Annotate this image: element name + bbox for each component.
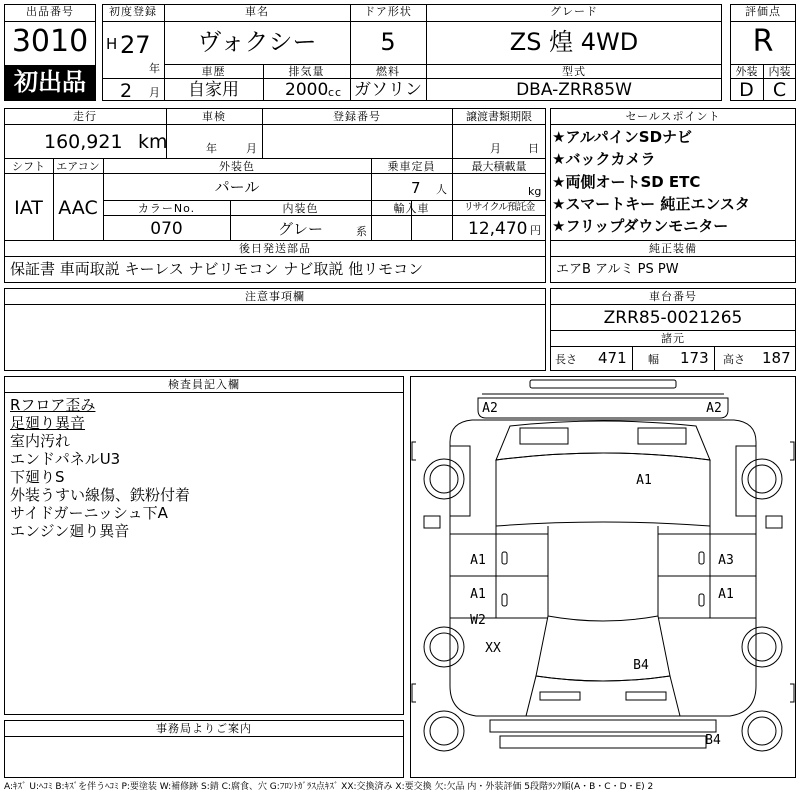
damage-code-front-left: A2 <box>482 400 498 416</box>
damage-code-rear-bumper: B4 <box>705 732 721 748</box>
ext-color: パール <box>214 178 260 196</box>
mileage: 160,921 <box>44 131 123 153</box>
car-name-label: 車名 <box>245 5 269 18</box>
damage-code-right-front-door: A3 <box>718 552 734 568</box>
shift-label: シフト <box>12 160 45 173</box>
equipment: エアB アルミ PS PW <box>556 262 679 277</box>
recycle-unit: 円 <box>530 224 542 237</box>
fuel: ガソリン <box>354 80 422 100</box>
width-label: 幅 <box>648 353 660 366</box>
exterior-grade: D <box>739 79 754 101</box>
model-label: 型式 <box>562 65 586 78</box>
inspector-line-2: 足廻り異音 <box>10 414 86 432</box>
inspector-line-3: 室内汚れ <box>10 432 71 450</box>
displacement-unit: cc <box>328 86 343 99</box>
int-color: グレー <box>277 220 323 238</box>
score: R <box>752 24 774 59</box>
interior-label: 内装 <box>768 65 791 78</box>
car-diagram-svg <box>410 376 796 778</box>
equipment-label: 純正装備 <box>649 242 697 255</box>
first-reg-label: 初度登録 <box>109 5 157 18</box>
displacement: 2000 <box>285 80 329 100</box>
damage-code-left-front-door: A1 <box>470 552 486 568</box>
max-load-label: 最大積載量 <box>471 160 527 173</box>
office-label: 事務局よりご案内 <box>156 722 252 735</box>
inspector-line-4: エンドパネルU3 <box>10 450 121 468</box>
chassis-label: 車台番号 <box>649 290 697 303</box>
first-reg-month: 2 <box>120 80 133 102</box>
inspector-line-5: 下廻りS <box>10 468 65 486</box>
selling-points-label: セールスポイント <box>625 110 721 123</box>
inspection-year-unit: 年 <box>206 142 218 155</box>
selling-point-4: ★スマートキー 純正エンスタ <box>552 195 750 213</box>
door-label: ドア形状 <box>364 5 412 18</box>
transfer-month-unit: 月 <box>490 142 502 155</box>
height: 187 <box>762 349 791 367</box>
month-unit: 月 <box>149 86 161 99</box>
inspector-line-8: エンジン廻り異音 <box>10 522 130 540</box>
damage-code-left-rear-door-upper: A1 <box>470 586 486 602</box>
ext-color-label: 外装色 <box>219 160 255 173</box>
capacity-label: 乗車定員 <box>387 160 436 173</box>
year-unit: 年 <box>149 62 161 75</box>
selling-point-3: ★両側オートSD ETC <box>552 173 701 191</box>
transfer-label: 譲渡書類期限 <box>466 110 532 123</box>
damage-code-front-right: A2 <box>706 400 722 416</box>
damage-code-roof-rear: B4 <box>633 657 649 673</box>
era: H <box>106 35 118 53</box>
selling-point-2: ★バックカメラ <box>552 150 656 168</box>
first-listing-label: 初出品 <box>14 68 86 96</box>
ac-label: エアコン <box>56 160 100 173</box>
damage-code-hood: A1 <box>636 472 652 488</box>
mileage-label: 走行 <box>73 110 97 123</box>
chassis-number: ZRR85-0021265 <box>603 308 743 328</box>
history-label: 車歴 <box>201 65 226 78</box>
height-label: 高さ <box>723 353 745 366</box>
inspection-month-unit: 月 <box>246 142 258 155</box>
inspector-label: 検査員記入欄 <box>168 378 240 391</box>
transfer-day-unit: 日 <box>528 142 540 155</box>
interior-grade: C <box>772 79 787 101</box>
inspection-label: 車検 <box>202 110 226 123</box>
later-parts: 保証書 車両取説 キーレス ナビリモコン ナビ取説 他リモコン <box>10 260 424 278</box>
first-reg-year: 27 <box>120 31 151 59</box>
damage-code-left-rear-door-lower: W2 <box>470 612 486 628</box>
displacement-label: 排気量 <box>288 65 325 78</box>
inspector-line-1: Rフロア歪み <box>10 396 96 414</box>
damage-code-left-rear-quarter: XX <box>485 640 501 656</box>
lot-number: 3010 <box>11 24 89 59</box>
exterior-label: 外装 <box>735 65 758 78</box>
selling-point-1: ★アルパインSDナビ <box>552 128 693 146</box>
reg-no-label: 登録番号 <box>333 110 381 123</box>
inspector-line-7: サイドガーニッシュ下A <box>10 504 168 522</box>
score-label: 評価点 <box>745 5 781 18</box>
doors: 5 <box>380 28 396 56</box>
color-no-label: カラーNo. <box>137 202 196 215</box>
damage-code-right-rear-door: A1 <box>718 586 734 602</box>
selling-point-5: ★フリップダウンモニター <box>552 217 729 235</box>
notes-label: 注意事項欄 <box>245 290 305 303</box>
capacity-unit: 人 <box>436 183 448 196</box>
length: 471 <box>598 349 627 367</box>
grade-label: グレード <box>550 5 598 18</box>
recycle: 12,470 <box>468 219 528 239</box>
shift: IAT <box>14 197 43 219</box>
model: DBA-ZRR85W <box>516 80 632 100</box>
dims-label: 諸元 <box>661 332 685 345</box>
fuel-label: 燃料 <box>376 65 400 78</box>
capacity: 7 <box>411 179 421 197</box>
later-parts-label: 後日発送部品 <box>239 242 311 255</box>
width: 173 <box>680 349 709 367</box>
int-color-label: 内装色 <box>282 202 319 215</box>
history: 自家用 <box>188 80 239 100</box>
footer-legend: A:ｷｽﾞ U:ﾍｺﾐ B:ｷｽﾞを伴うﾍｺﾐ P:要塗装 W:補修跡 S:錆 C:腐食、穴 G:ﾌﾛﾝﾄｶﾞﾗｽ点ｷｽﾞ XX:交換済み X:要交換 欠:欠品 内・外装評価 5段階ﾗﾝｸ順(A・B・C・D・E) 2 <box>4 782 654 792</box>
lot-label: 出品番号 <box>26 5 74 18</box>
length-label: 長さ <box>555 353 577 366</box>
max-load-unit: kg <box>528 185 542 198</box>
ac: AAC <box>58 197 98 219</box>
int-color-suffix: 系 <box>356 225 368 238</box>
import-label: 輸入車 <box>393 202 430 215</box>
car-name: ヴォクシー <box>197 28 317 56</box>
grade: ZS 煌 4WD <box>509 28 639 56</box>
inspector-line-6: 外装うすい線傷、鉄粉付着 <box>10 486 191 504</box>
recycle-label: リサイクル預託金 <box>463 202 535 213</box>
mileage-unit: km <box>138 131 168 153</box>
color-no: 070 <box>150 219 183 239</box>
